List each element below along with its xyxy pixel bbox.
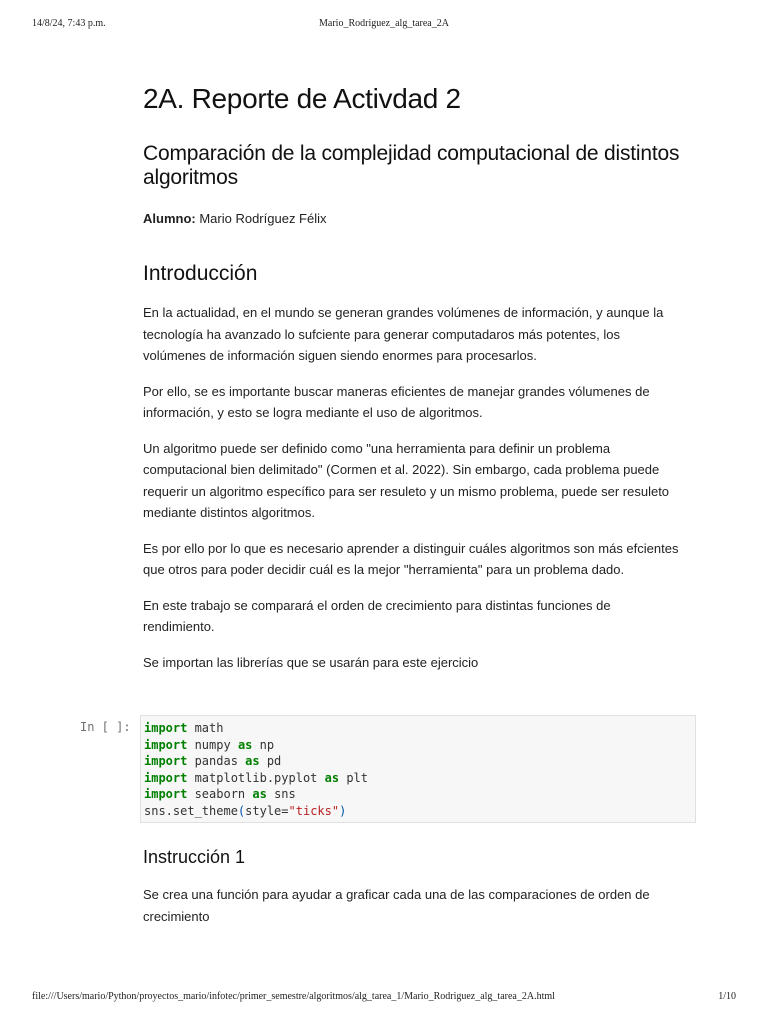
code-text: pd bbox=[259, 754, 282, 768]
code-text: style= bbox=[245, 803, 289, 818]
paragraph-4: Es por ello por lo que es necesario aprender a distinguir cuáles algoritmos son más efcientes que otros para poder decidir cuál es la mejor "herramienta" para un problema dado. bbox=[143, 540, 679, 577]
code-keyword: import bbox=[144, 737, 188, 752]
print-page-number: 1/10 bbox=[718, 991, 736, 1002]
code-string: "ticks" bbox=[288, 803, 340, 818]
print-date: 14/8/24, 7:43 p.m. bbox=[32, 18, 106, 29]
code-paren: ) bbox=[339, 803, 347, 818]
page-subtitle: Comparación de la complejidad computacional de distintos algoritmos bbox=[143, 142, 680, 189]
paragraph-1: En la actualidad, en el mundo se generan grandes volúmenes de información, y aunque la tecnología ha avanzado lo sufciente para generar computadaros más potentes, los volúmenes de información siguen siendo enormes para procesarlos. bbox=[143, 305, 664, 363]
code-keyword: as bbox=[245, 754, 260, 768]
code-input-area[interactable] bbox=[140, 715, 696, 823]
code-line bbox=[144, 737, 695, 754]
author-line bbox=[143, 210, 683, 228]
code-text: sns.set_theme bbox=[144, 803, 238, 818]
code-keyword: as bbox=[237, 737, 253, 752]
section-heading-instruccion-1: Instrucción 1 bbox=[143, 847, 246, 867]
code-text: matplotlib.pyplot bbox=[187, 770, 325, 785]
code-text: plt bbox=[339, 770, 368, 785]
code-paren: ( bbox=[237, 803, 246, 818]
paragraph-2: Por ello, se es importante buscar maneras eficientes de manejar grandes vólumenes de información, y esto se logra mediante el uso de algoritmos. bbox=[143, 383, 650, 420]
paragraph-5: En este trabajo se comparará el orden de crecimiento para distintas funciones de rendimiento. bbox=[143, 597, 611, 634]
author-label: Alumno: bbox=[143, 211, 196, 226]
paragraph-6: Se importan las librerías que se usarán para este ejercicio bbox=[143, 654, 479, 670]
code-text: math bbox=[187, 721, 224, 735]
page-title: 2A. Reporte de Activdad 2 bbox=[143, 83, 461, 114]
code-line bbox=[144, 786, 695, 803]
code-text: sns bbox=[266, 787, 296, 801]
code-keyword: as bbox=[252, 787, 267, 801]
code-keyword: as bbox=[324, 770, 340, 785]
print-document-title: Mario_Rodriguez_alg_tarea_2A bbox=[319, 18, 449, 29]
code-keyword: import bbox=[144, 754, 188, 768]
print-header bbox=[0, 18, 768, 34]
code-text: pandas bbox=[187, 754, 246, 768]
code-text: seaborn bbox=[187, 787, 253, 801]
section-heading-introduccion: Introducción bbox=[143, 262, 258, 285]
code-text: numpy bbox=[187, 737, 238, 752]
code-keyword: import bbox=[144, 770, 188, 785]
code-keyword: import bbox=[144, 787, 188, 801]
author-name: Mario Rodríguez Félix bbox=[199, 211, 327, 226]
instruction-paragraph: Se crea una función para ayudar a graficar cada una de las comparaciones de orden de crecimiento bbox=[143, 887, 650, 924]
notebook-content bbox=[143, 80, 683, 673]
print-footer bbox=[0, 991, 768, 1007]
instruction-section bbox=[143, 844, 683, 927]
code-line bbox=[144, 803, 695, 820]
code-line bbox=[144, 753, 695, 770]
paragraph-3: Un algoritmo puede ser definido como "una herramienta para definir un problema computacional bien delimitado" (Cormen et al. 2022). Sin embargo, cada problema puede requerir un algoritmo específico para ser resuleto y un mismo problema, puede ser resuleto mediante distintos algoritmos. bbox=[143, 440, 670, 520]
code-keyword: import bbox=[144, 721, 188, 735]
print-file-path: file:///Users/mario/Python/proyectos_mario/infotec/primer_semestre/algoritmos/alg_tarea_1/Mario_Rodriguez_alg_tarea_2A.html bbox=[32, 991, 555, 1002]
code-text: np bbox=[252, 737, 275, 752]
cell-prompt: In [ ]: bbox=[80, 720, 131, 734]
code-line bbox=[144, 770, 695, 787]
code-line bbox=[144, 720, 695, 737]
